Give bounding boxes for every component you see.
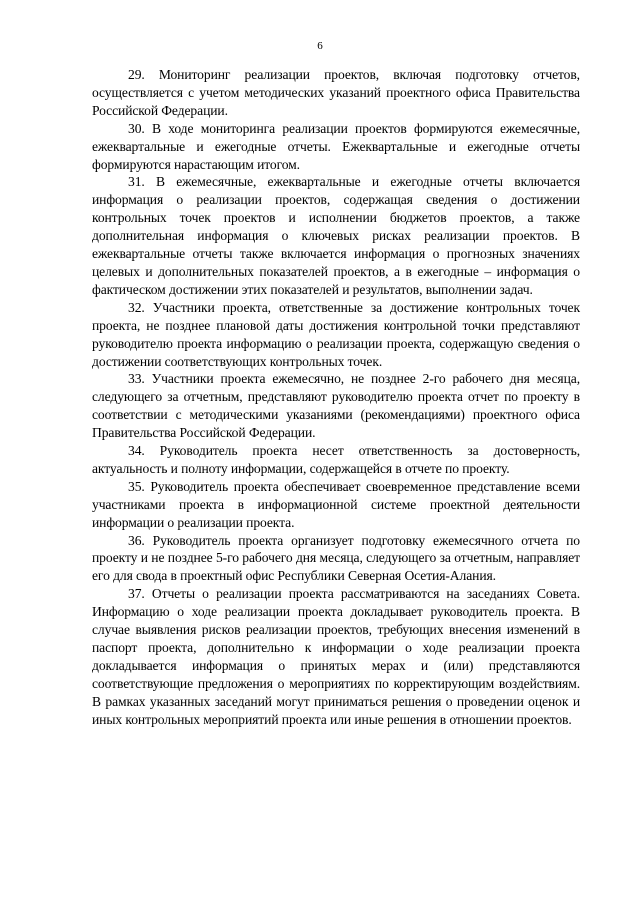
paragraph-33: 33. Участники проекта ежемесячно, не позднее 2-го рабочего дня месяца, следующего за отчетным, представляют руководителю проекта отчет по проекту в соответствии с методическими указаниями (рекомендациями) проектного офиса Правительства Российской Федерации. [92, 371, 580, 441]
paragraph-32: 32. Участники проекта, ответственные за достижение контрольных точек проекта, не позднее плановой даты достижения контрольной точки представляют руководителю проекта информацию о реализации проекта, содержащую сведения о достижении соответствующих контрольных точек. [92, 299, 580, 369]
paragraph-35: 35. Руководитель проекта обеспечивает своевременное представление всеми участниками проекта в информационной системе проектной деятельности информации о реализации проекта. [92, 478, 580, 530]
paragraph-29: 29. Мониторинг реализации проектов, включая подготовку отчетов, осуществляется с учетом методических указаний проектного офиса Правительства Российской Федерации. [92, 67, 580, 118]
page-number: 6 [317, 40, 323, 52]
paragraph-37: 37. Отчеты о реализации проекта рассматриваются на заседаниях Совета. Информацию о ходе реализации проекта докладывает руководитель проекта. В случае выявления рисков реализации проектов, требующих внесения изменений в паспорт проекта, дополнительно к информации о ходе реализации проекта докладывается информация о принятых мерах и (или) представляются соответствующие предложения о мероприятиях по корректирующим воздействиям. В рамках указанных заседаний могут приниматься решения о проведении оценок и иных контрольных мероприятий проекта или иные решения в отношении проектов. [92, 586, 580, 727]
paragraph-36: 36. Руководитель проекта организует подготовку ежемесячного отчета по проекту и не позднее 5-го рабочего дня месяца, следующего за отчетным, направляет его для свода в проектный офис Республики Северная Осетия-Алания. [92, 532, 580, 584]
paragraph-31: 31. В ежемесячные, ежеквартальные и ежегодные отчеты включается информация о реализации проектов, содержащая сведения о достижении контрольных точек проектов и исполнении бюджетов проектов, а также дополнительная информация о ключевых рисках реализации проектов. В ежеквартальные отчеты также включается информация о прогнозных значениях целевых и дополнительных показателей проектов, а в ежегодные – информация о фактическом достижении этих показателей и результатов, выполнении задач. [92, 174, 580, 297]
paragraph-34: 34. Руководитель проекта несет ответственность за достоверность, актуальность и полноту информации, содержащейся в отчете по проекту. [92, 443, 580, 476]
document-body [92, 66, 580, 729]
paragraph-30: 30. В ходе мониторинга реализации проектов формируются ежемесячные, ежеквартальные и ежегодные отчеты. Ежеквартальные и ежегодные отчеты формируются нарастающим итогом. [92, 120, 580, 172]
